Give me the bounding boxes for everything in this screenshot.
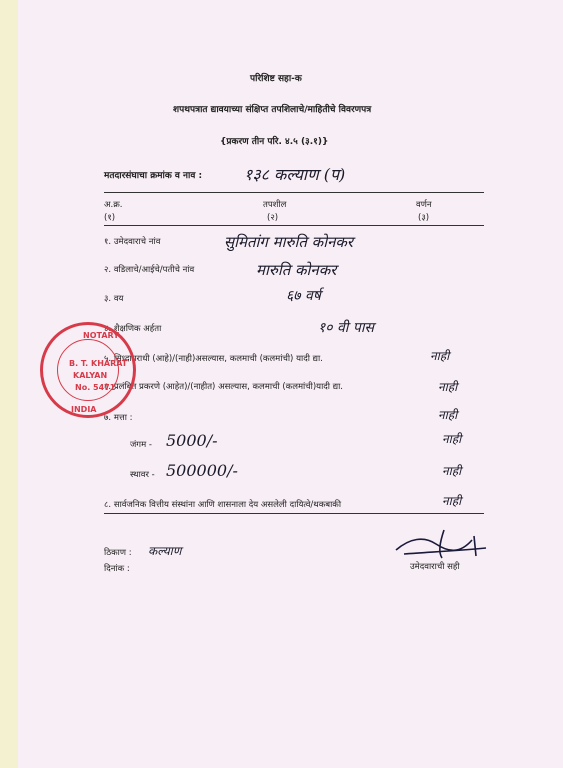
constituency-value: १३८ कल्याण (प) (244, 165, 346, 184)
place-value: कल्याण (148, 544, 182, 558)
row-value-parent: मारुति कोनकर (256, 261, 337, 279)
column-header-description: वर्णन (416, 200, 432, 210)
row-value-movable: 5000/- (166, 431, 218, 450)
notary-stamp (40, 322, 136, 418)
stamp-city: KALYAN (73, 371, 108, 380)
row-value-convictions: नाही (430, 349, 450, 363)
row-label-age: ३. वय (104, 294, 124, 304)
constituency-label: मतदारसंघाचा क्रमांक व नाव : (104, 171, 203, 181)
row-value-age: ६७ वर्ष (286, 288, 321, 304)
row-label-convictions: ५. सिध्दापराधी (आहे)/(नाही)असल्यास, कलमाची (कलमांची) यादी द्या. (104, 354, 323, 364)
row-label-movable: जंगम - (130, 440, 152, 450)
column-number-2: (२) (267, 213, 279, 223)
date-label: दिनांक : (104, 564, 130, 574)
row-label-liabilities: ८. सार्वजनिक वित्तीय संस्थांना आणि शासनाला देय असलेली दायित्वे/थकबाकी (104, 500, 342, 510)
column-header-serial: अ.क्र. (104, 200, 123, 210)
divider (104, 513, 484, 514)
row-value-assets: नाही (438, 408, 458, 422)
stamp-word: NOTARY (83, 331, 120, 340)
row-label-parent: २. वडिलाचे/आईचे/पतीचे नांव (104, 265, 195, 275)
stamp-registration: No. 5471 (75, 383, 116, 392)
document-title: परिशिष्ट सहा-क (250, 74, 302, 84)
row-label-immovable: स्थावर - (130, 470, 155, 480)
row-label-assets: ७. मत्ता : (104, 413, 133, 423)
column-number-3: (३) (418, 213, 430, 223)
column-number-1: (१) (104, 213, 116, 223)
place-label: ठिकाण : (104, 548, 132, 558)
row-extra-immovable: नाही (442, 464, 462, 478)
stamp-name: B. T. KHARAT (69, 359, 128, 368)
row-label-name: १. उमेदवाराचे नांव (104, 237, 161, 247)
row-value-pending-cases: नाही (438, 380, 458, 394)
divider (104, 225, 484, 226)
row-value-immovable: 500000/- (166, 461, 238, 480)
row-label-pending-cases: ६. प्रलंबित प्रकरणे (आहेत)/(नाहीत) असल्यास, कलमाची (कलमांची)यादी द्या. (104, 382, 343, 392)
row-label-education: ४. शैक्षणिक अर्हता (104, 324, 162, 334)
signature-label: उमेदवाराची सही (410, 562, 460, 572)
divider (104, 192, 484, 193)
candidate-signature (390, 526, 500, 562)
row-extra-movable: नाही (442, 432, 462, 446)
stamp-country: INDIA (71, 405, 97, 414)
row-value-liabilities: नाही (442, 494, 462, 508)
document-subtitle: शपथपत्रात द्यावयाच्या संक्षिप्त तपशिलाचे/माहितीचे विवरणपत्र (173, 105, 372, 115)
row-value-name: सुमितांग मारुति कोनकर (224, 233, 354, 251)
row-value-education: १० वी पास (318, 320, 374, 336)
document-reference: {प्रकरण तीन परि. ४.५ (३.१)} (220, 137, 329, 147)
column-header-detail: तपशील (263, 200, 287, 210)
